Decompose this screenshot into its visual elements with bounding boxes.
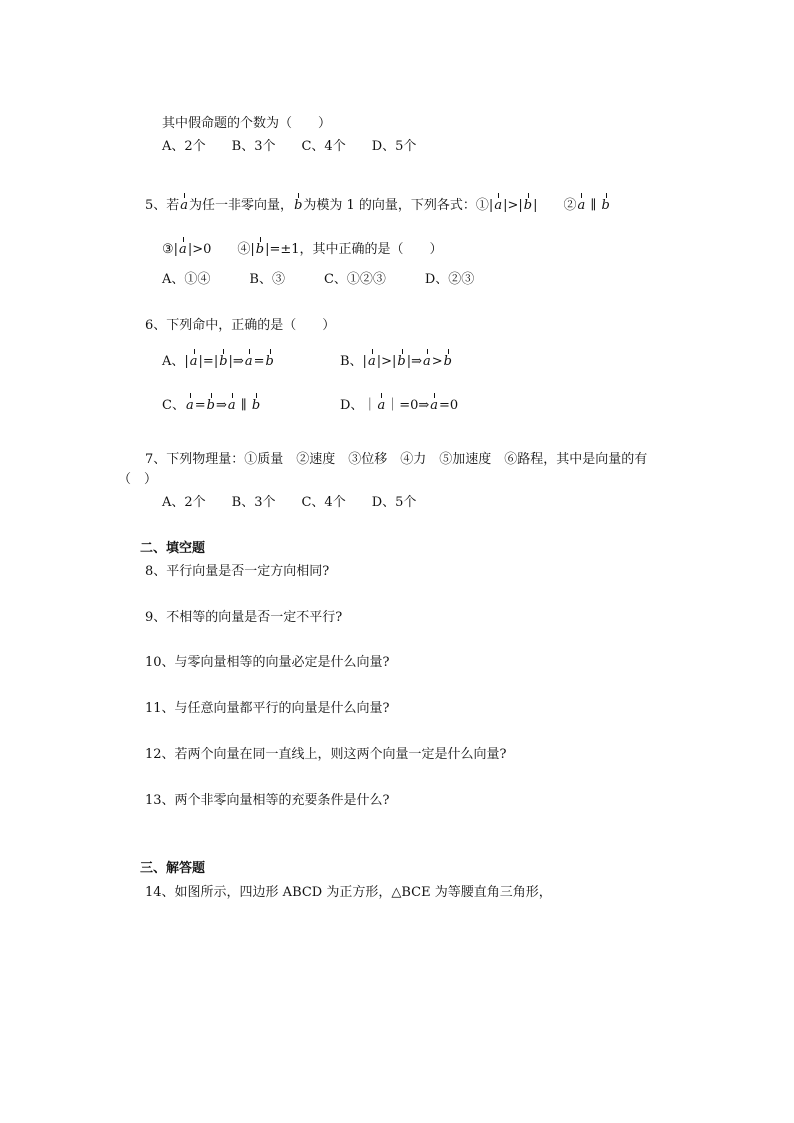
option-text: ｜=0⇒ (386, 398, 430, 413)
option-text: C、 (162, 398, 185, 413)
vector-b: b (443, 354, 452, 369)
question-14: 14、如图所示，四边形 ABCD 为正方形，△BCE 为等腰直角三角形， (145, 885, 552, 900)
option-text: |⇒ (406, 354, 422, 369)
option-text: |=| (198, 354, 219, 369)
vector-b: b (397, 354, 406, 369)
question-5-text: |=±1，其中正确的是（ ） (265, 242, 443, 257)
question-7-options: A、2个 B、3个 C、4个 D、5个 (162, 495, 417, 510)
vector-b: b (219, 354, 228, 369)
vector-a: a (422, 354, 431, 369)
question-8: 8、平行向量是否一定方向相同? (145, 564, 330, 579)
vector-a: a (367, 354, 376, 369)
question-6-stem: 6、下列命中，正确的是（ ） (145, 318, 336, 333)
vector-b: b (601, 198, 610, 213)
question-7-stem: 7、下列物理量：①质量 ②速度 ③位移 ④力 ⑤加速度 ⑥路程，其中是向量的有 (145, 452, 648, 467)
question-13: 13、两个非零向量相等的充要条件是什么? (145, 793, 390, 808)
option-text: D、｜ (340, 398, 377, 413)
question-5-text: | ② (533, 198, 577, 213)
option-text: B、| (340, 354, 367, 369)
question-5-text: |>0 ④| (187, 242, 255, 257)
vector-b: b (294, 198, 303, 213)
vector-b: b (251, 398, 261, 413)
vector-a: a (430, 398, 439, 413)
option-text: > (431, 354, 443, 369)
vector-b: b (265, 354, 274, 369)
question-4-stem-tail: 其中假命题的个数为（ ） (162, 116, 332, 131)
parallel-symbol: ∥ (586, 198, 601, 213)
vector-b: b (523, 198, 533, 213)
question-12: 12、若两个向量在同一直线上，则这两个向量一定是什么向量? (145, 747, 507, 762)
question-6-option-b (340, 354, 453, 370)
vector-a: a (227, 398, 236, 413)
option-text: = (194, 398, 206, 413)
vector-a: a (577, 198, 586, 213)
question-5-text: ③| (162, 242, 179, 257)
question-6-option-c (162, 398, 261, 414)
question-5-line-2 (162, 242, 443, 258)
option-text: A、| (162, 354, 189, 369)
question-4-options: A、2个 B、3个 C、4个 D、5个 (162, 139, 417, 154)
question-7-stem-continuation: （ ） (118, 472, 158, 487)
section-3-title: 三、解答题 (140, 861, 206, 876)
option-text: ⇒ (215, 398, 227, 413)
parallel-symbol: ∥ (236, 398, 251, 413)
vector-a: a (180, 198, 189, 213)
vector-a: a (185, 398, 194, 413)
vector-b: b (255, 242, 265, 257)
question-5-text: 为任一非零向量， (189, 198, 294, 213)
option-text: |>| (376, 354, 397, 369)
question-10: 10、与零向量相等的向量必定是什么向量? (145, 655, 390, 670)
vector-b: b (206, 398, 215, 413)
question-6-option-a (162, 354, 275, 370)
question-9: 9、不相等的向量是否一定不平行? (145, 610, 343, 625)
section-2-title: 二、填空题 (140, 541, 206, 556)
question-5-options: A、①④ B、③ C、①②③ D、②③ (162, 272, 475, 287)
question-6-option-d (340, 398, 458, 414)
option-text: |⇒ (228, 354, 244, 369)
question-5-text: 5、若 (145, 198, 180, 213)
vector-a: a (179, 242, 187, 257)
vector-a: a (189, 354, 198, 369)
question-11: 11、与任意向量都平行的向量是什么向量? (145, 701, 390, 716)
question-5-text: 为模为 1 的向量，下列各式：①| (303, 198, 494, 213)
option-text: =0 (439, 398, 459, 413)
vector-a: a (377, 398, 386, 413)
option-text: = (253, 354, 265, 369)
question-5-text: |>| (503, 198, 523, 213)
vector-a: a (494, 198, 503, 213)
question-5-line-1 (145, 198, 611, 214)
vector-a: a (244, 354, 253, 369)
